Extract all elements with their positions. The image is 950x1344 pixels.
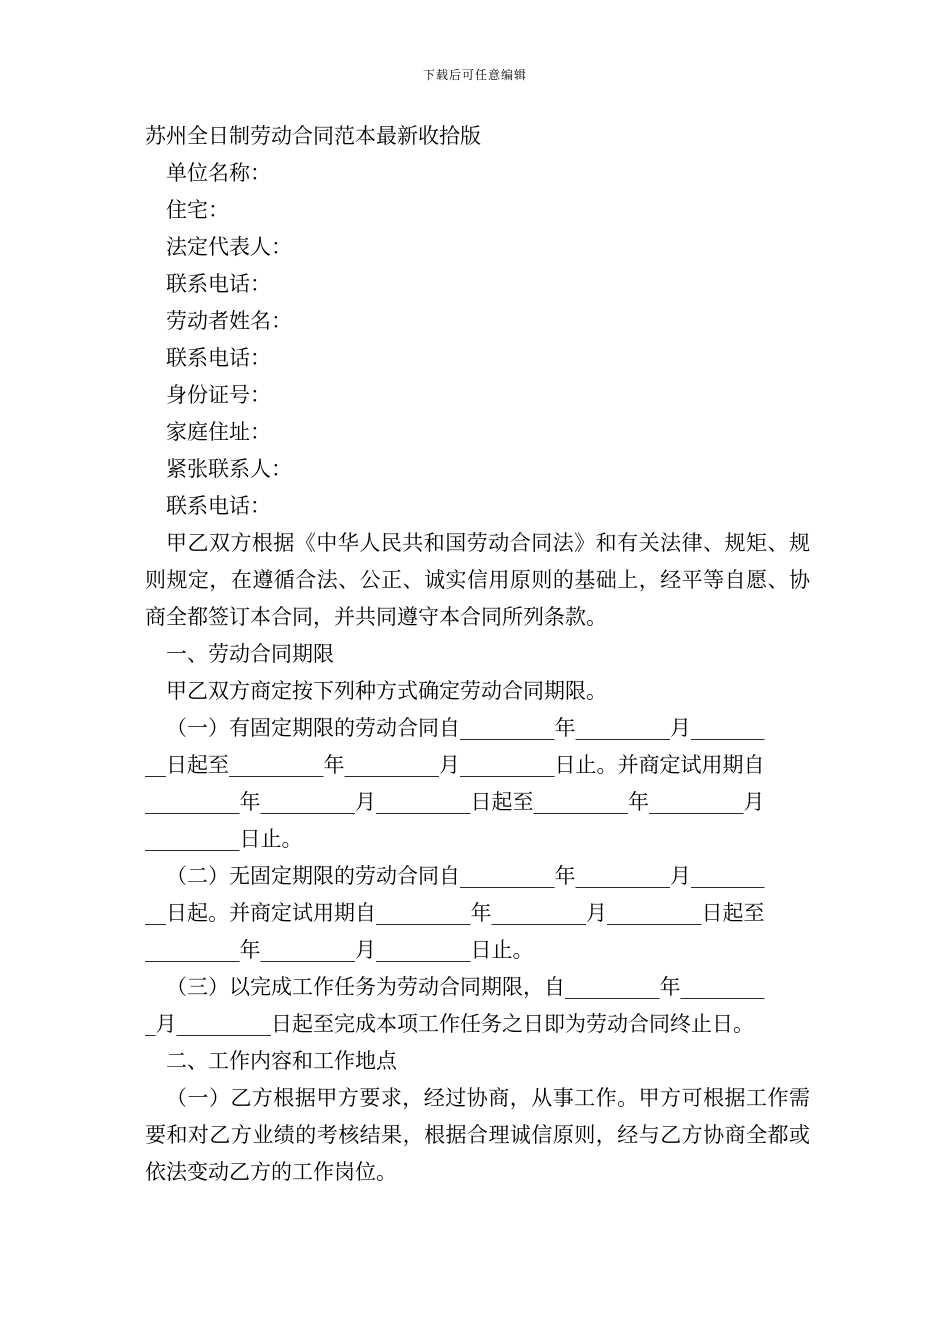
page-header-note: 下载后可任意编辑 (422, 68, 527, 82)
document-body (145, 118, 810, 1191)
field-unit-name: 单位名称： (166, 161, 271, 185)
section1-item2-line1: （二）无固定期限的劳动合同自_________年_________月_______ (166, 864, 765, 888)
section1-item3-line1: （三）以完成工作任务为劳动合同期限，自_________年________ (166, 975, 765, 999)
section2-heading: 二、工作内容和工作地点 (166, 1049, 397, 1073)
section1-lead: 甲乙双方商定按下列种方式确定劳动合同期限。 (166, 679, 607, 703)
field-id-number: 身份证号： (166, 383, 271, 407)
field-emergency-phone: 联系电话： (166, 494, 271, 518)
field-home-address: 家庭住址： (166, 420, 271, 444)
field-employer-phone: 联系电话： (166, 272, 271, 296)
section1-item1-line4: _________日止。 (145, 827, 303, 851)
field-residence: 住宅： (166, 198, 229, 222)
section1-heading: 一、劳动合同期限 (166, 642, 334, 666)
section1-item2-line2: __日起。并商定试用期自_________年_________月_________日起至 (145, 901, 765, 925)
intro-paragraph: 甲乙双方根据《中华人民共和国劳动合同法》和有关法律、规矩、规则规定，在遵循合法、公正、诚实信用原则的基础上，经平等自愿、协商全都签订本合同，并共同遵守本合同所列条款。 (145, 531, 810, 629)
section1-item1-line2: __日起至_________年_________月_________日止。并商定试用期自 (145, 753, 765, 777)
field-employee-phone: 联系电话： (166, 346, 271, 370)
document-title: 苏州全日制劳动合同范本最新收拾版 (145, 124, 481, 148)
field-employee-name: 劳动者姓名： (166, 309, 292, 333)
field-emergency-contact: 紧张联系人： (166, 457, 292, 481)
field-legal-representative: 法定代表人： (166, 235, 292, 259)
section1-item1-line3: _________年_________月_________日起至_________年_________月 (145, 790, 765, 814)
section1-item3-line2: _月_________日起至完成本项工作任务之日即为劳动合同终止日。 (145, 1012, 754, 1036)
section1-item1-line1: （一）有固定期限的劳动合同自_________年_________月_______ (166, 716, 765, 740)
section2-item1-paragraph: （一）乙方根据甲方要求，经过协商，从事工作。甲方可根据工作需要和对乙方业绩的考核结果，根据合理诚信原则，经与乙方协商全都或依法变动乙方的工作岗位。 (145, 1086, 810, 1184)
section1-item2-line3: _________年_________月_________日止。 (145, 938, 534, 962)
